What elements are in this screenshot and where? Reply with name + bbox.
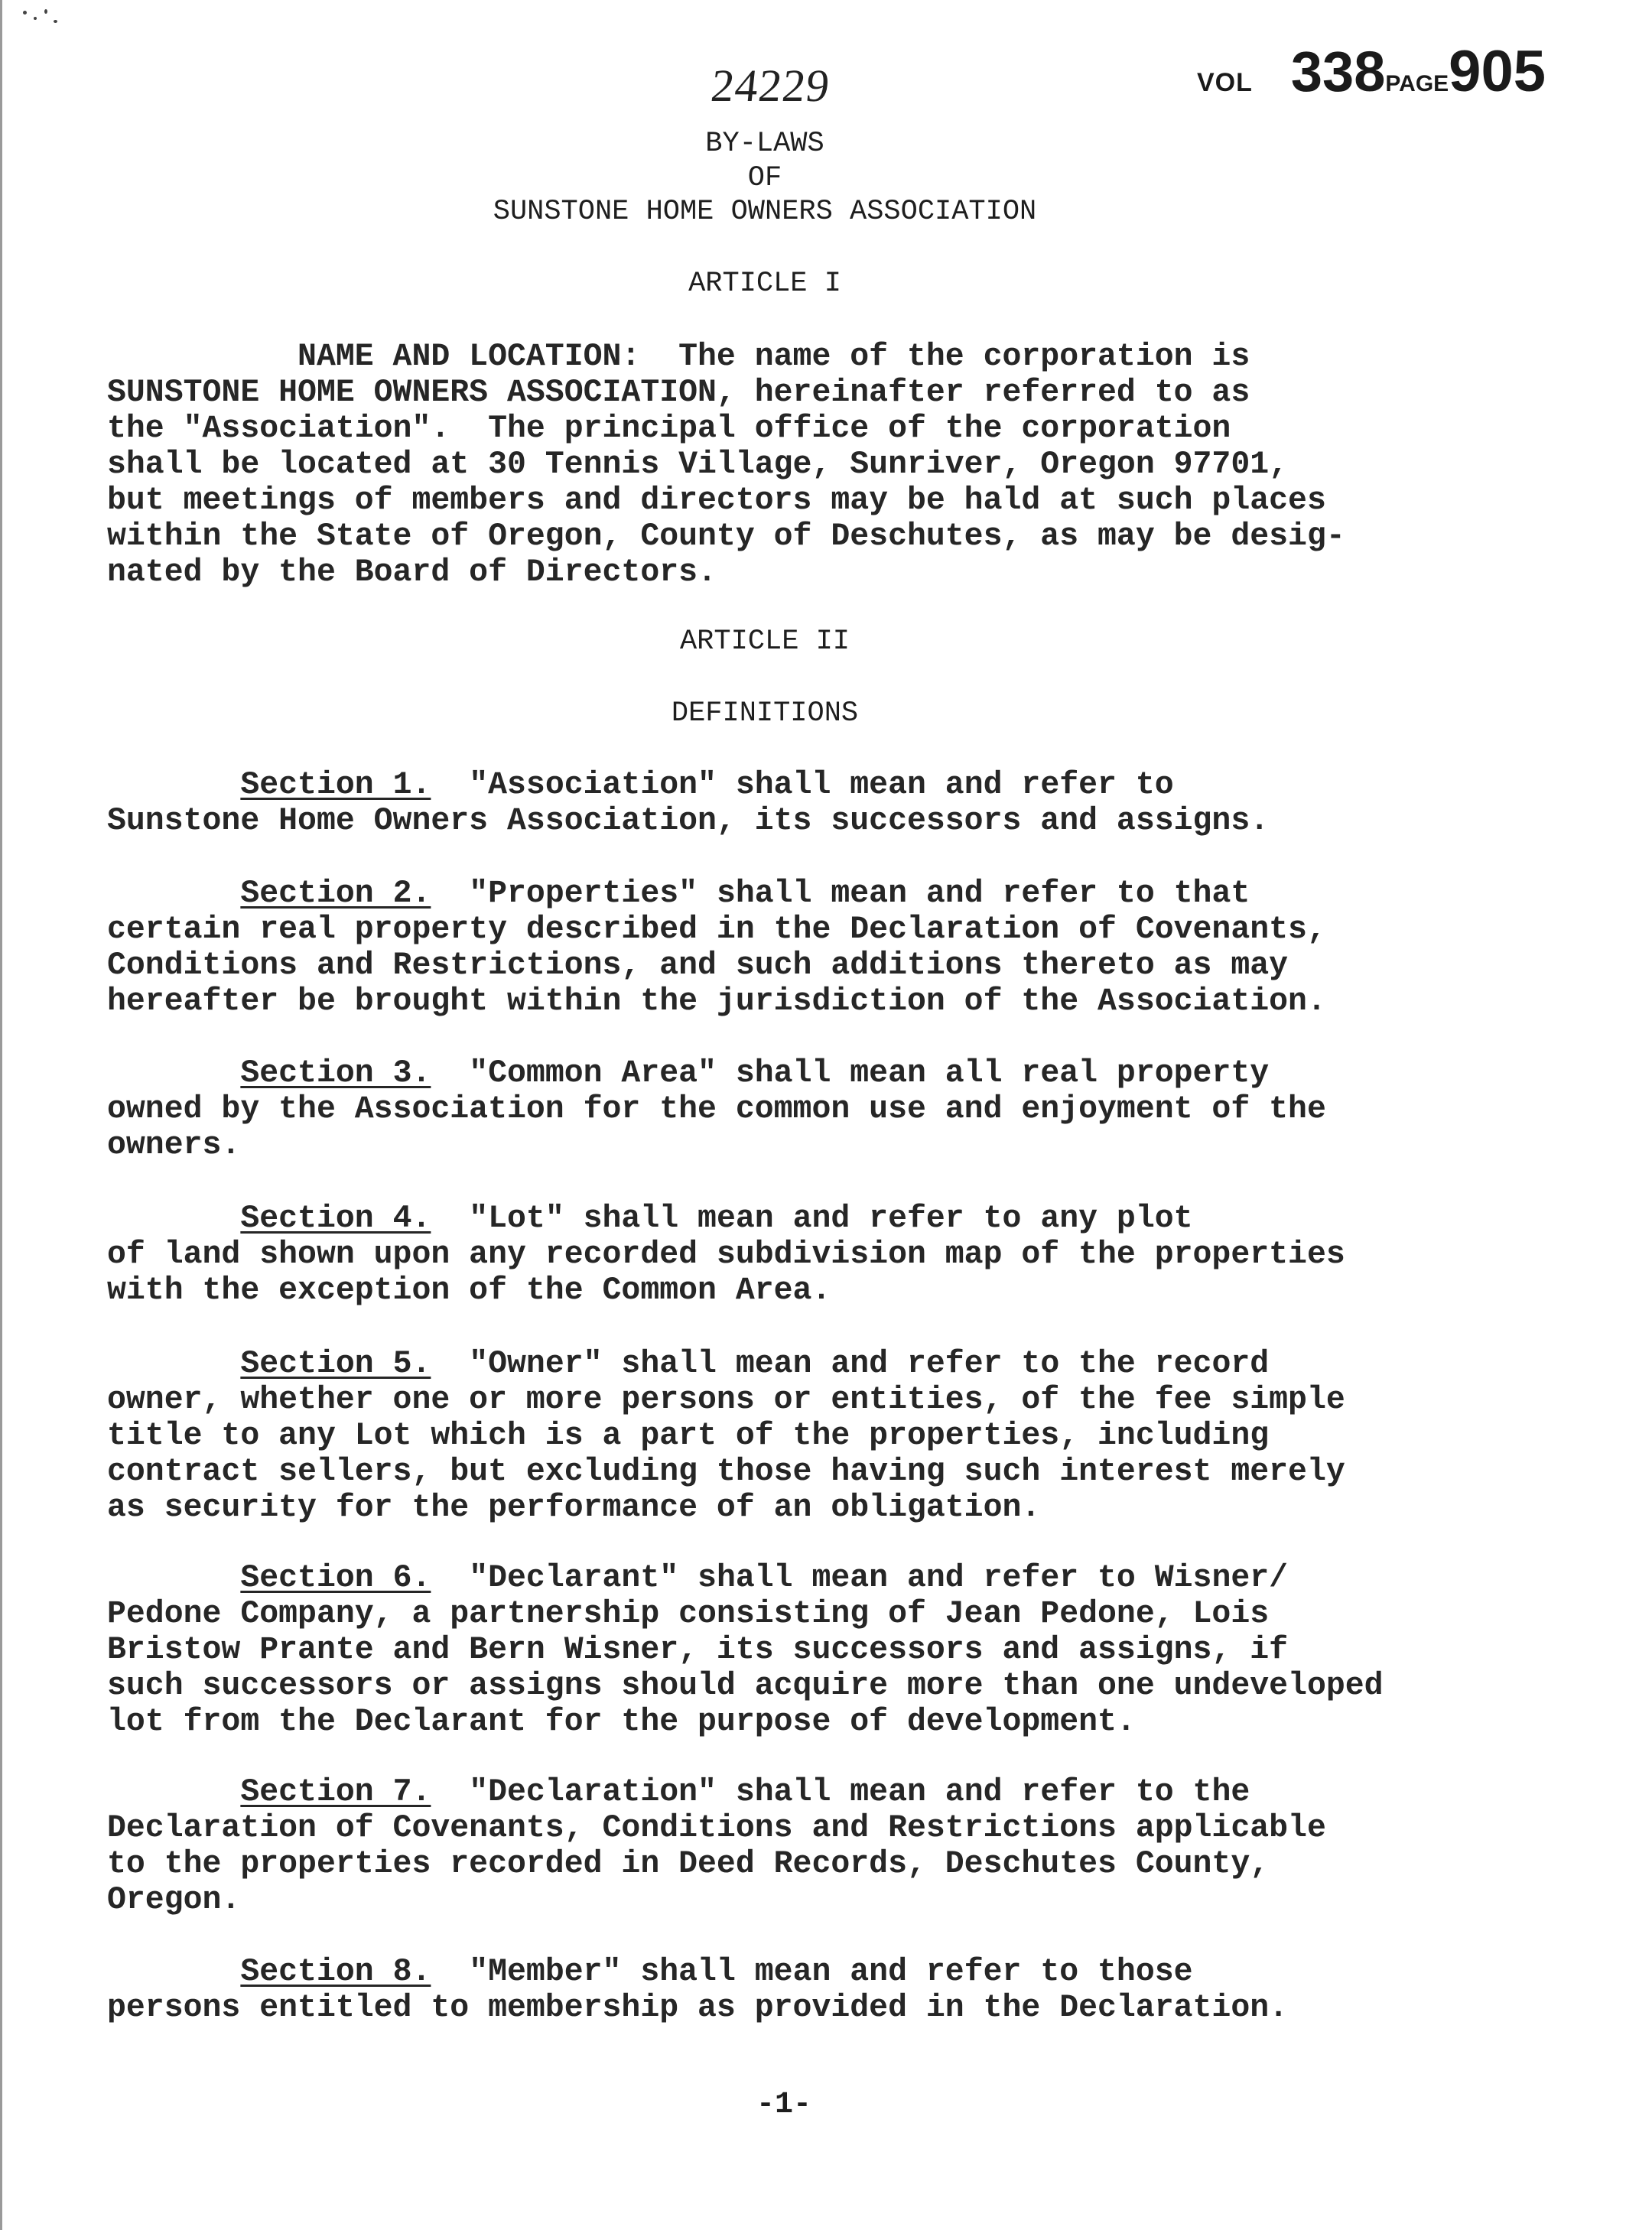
section-definition-start: "Declarant" shall mean and refer to Wisner/: [431, 1560, 1289, 1596]
section-first-line: [107, 767, 1560, 803]
section-definition-start: "Member" shall mean and refer to those: [431, 1954, 1193, 1990]
section-definition-start: "Lot" shall mean and refer to any plot: [431, 1201, 1193, 1237]
indent: [107, 1954, 240, 1990]
section-first-line: [107, 1774, 1560, 1810]
section-definition-start: "Declaration" shall mean and refer to the: [431, 1774, 1250, 1810]
article-1-line: SUNSTONE HOME OWNERS ASSOCIATION, hereinafter referred to as: [107, 375, 1250, 411]
section-label: Section 7.: [240, 1774, 431, 1810]
section-first-line: [107, 1346, 1560, 1382]
scan-speck: [44, 9, 47, 14]
section-line: Pedone Company, a partnership consisting of Jean Pedone, Lois: [107, 1596, 1270, 1632]
section-line: Bristow Prante and Bern Wisner, its successors and assigns, if: [107, 1632, 1289, 1668]
recording-stamp: [1197, 38, 1546, 105]
article-1-body: [107, 339, 1560, 590]
indent: [107, 1560, 240, 1596]
section-definition-start: "Association" shall mean and refer to: [431, 767, 1174, 803]
article-1-line: within the State of Oregon, County of Deschutes, as may be desig-: [107, 518, 1345, 554]
section-5: [107, 1346, 1560, 1526]
section-definition-start: "Owner" shall mean and refer to the record: [431, 1346, 1270, 1382]
page-marker: -1-: [756, 2088, 811, 2122]
indent: [107, 1346, 240, 1382]
document-number: 24229: [708, 60, 833, 111]
section-4: [107, 1201, 1560, 1308]
scan-edge: [0, 0, 2, 2230]
section-label: Section 8.: [240, 1954, 431, 1990]
section-7: [107, 1774, 1560, 1918]
article-1-line: NAME AND LOCATION: The name of the corporation is: [107, 339, 1250, 375]
section-label: Section 5.: [240, 1346, 431, 1382]
section-line: contract sellers, but excluding those having such interest merely: [107, 1454, 1345, 1490]
section-label: Section 1.: [240, 767, 431, 803]
section-line: certain real property described in the Declaration of Covenants,: [107, 912, 1326, 948]
section-2: [107, 876, 1560, 1019]
section-definition-start: "Properties" shall mean and refer to that: [431, 876, 1250, 912]
section-line: Sunstone Home Owners Association, its successors and assigns.: [107, 803, 1270, 839]
scan-speck: [54, 20, 57, 23]
article-1-line: nated by the Board of Directors.: [107, 554, 717, 590]
section-label: Section 2.: [240, 876, 431, 912]
definitions-heading: DEFINITIONS: [671, 697, 859, 730]
indent: [107, 1055, 240, 1091]
section-line: persons entitled to membership as provided in the Declaration.: [107, 1990, 1289, 2026]
page-label: PAGE: [1385, 71, 1449, 96]
section-first-line: [107, 1560, 1560, 1596]
section-first-line: [107, 1201, 1560, 1237]
volume-label: VOL: [1197, 68, 1253, 97]
section-line: owned by the Association for the common use and enjoyment of the: [107, 1091, 1326, 1127]
section-line: Conditions and Restrictions, and such additions thereto as may: [107, 948, 1289, 983]
section-8: [107, 1954, 1560, 2026]
indent: [107, 1774, 240, 1810]
scan-speck: [34, 17, 37, 20]
title-line-1: BY-LAWS: [705, 128, 824, 160]
section-line: to the properties recorded in Deed Records, Deschutes County,: [107, 1846, 1270, 1882]
section-1: [107, 767, 1560, 839]
section-line: Declaration of Covenants, Conditions and Restrictions applicable: [107, 1810, 1326, 1846]
article-1-line: but meetings of members and directors may be hald at such places: [107, 483, 1326, 518]
indent: [107, 876, 240, 912]
section-line: owner, whether one or more persons or entities, of the fee simple: [107, 1382, 1345, 1418]
section-3: [107, 1055, 1560, 1163]
section-line: lot from the Declarant for the purpose of development.: [107, 1704, 1136, 1740]
section-line: hereafter be brought within the jurisdiction of the Association.: [107, 983, 1326, 1019]
page-number: 905: [1449, 39, 1546, 104]
section-line: owners.: [107, 1127, 241, 1163]
section-line: with the exception of the Common Area.: [107, 1273, 831, 1308]
section-label: Section 4.: [240, 1201, 431, 1237]
article-1-heading: ARTICLE I: [688, 268, 841, 300]
section-line: as security for the performance of an obligation.: [107, 1490, 1041, 1526]
title-line-2: OF: [747, 162, 782, 194]
volume-number: 338: [1290, 40, 1386, 103]
section-label: Section 6.: [240, 1560, 431, 1596]
section-first-line: [107, 1055, 1560, 1091]
section-label: Section 3.: [240, 1055, 431, 1091]
section-line: of land shown upon any recorded subdivision map of the properties: [107, 1237, 1345, 1273]
indent: [107, 767, 240, 803]
scan-speck: [23, 11, 27, 15]
section-line: such successors or assigns should acquire more than one undeveloped: [107, 1668, 1384, 1704]
section-definition-start: "Common Area" shall mean all real property: [431, 1055, 1270, 1091]
section-line: title to any Lot which is a part of the properties, including: [107, 1418, 1270, 1454]
title-line-3: SUNSTONE HOME OWNERS ASSOCIATION: [493, 196, 1037, 228]
article-1-line: shall be located at 30 Tennis Village, Sunriver, Oregon 97701,: [107, 447, 1289, 483]
section-first-line: [107, 1954, 1560, 1990]
article-2-heading: ARTICLE II: [679, 626, 850, 658]
section-6: [107, 1560, 1560, 1740]
article-1-line: the "Association". The principal office of the corporation: [107, 411, 1231, 447]
indent: [107, 1201, 240, 1237]
section-first-line: [107, 876, 1560, 912]
section-line: Oregon.: [107, 1882, 241, 1918]
